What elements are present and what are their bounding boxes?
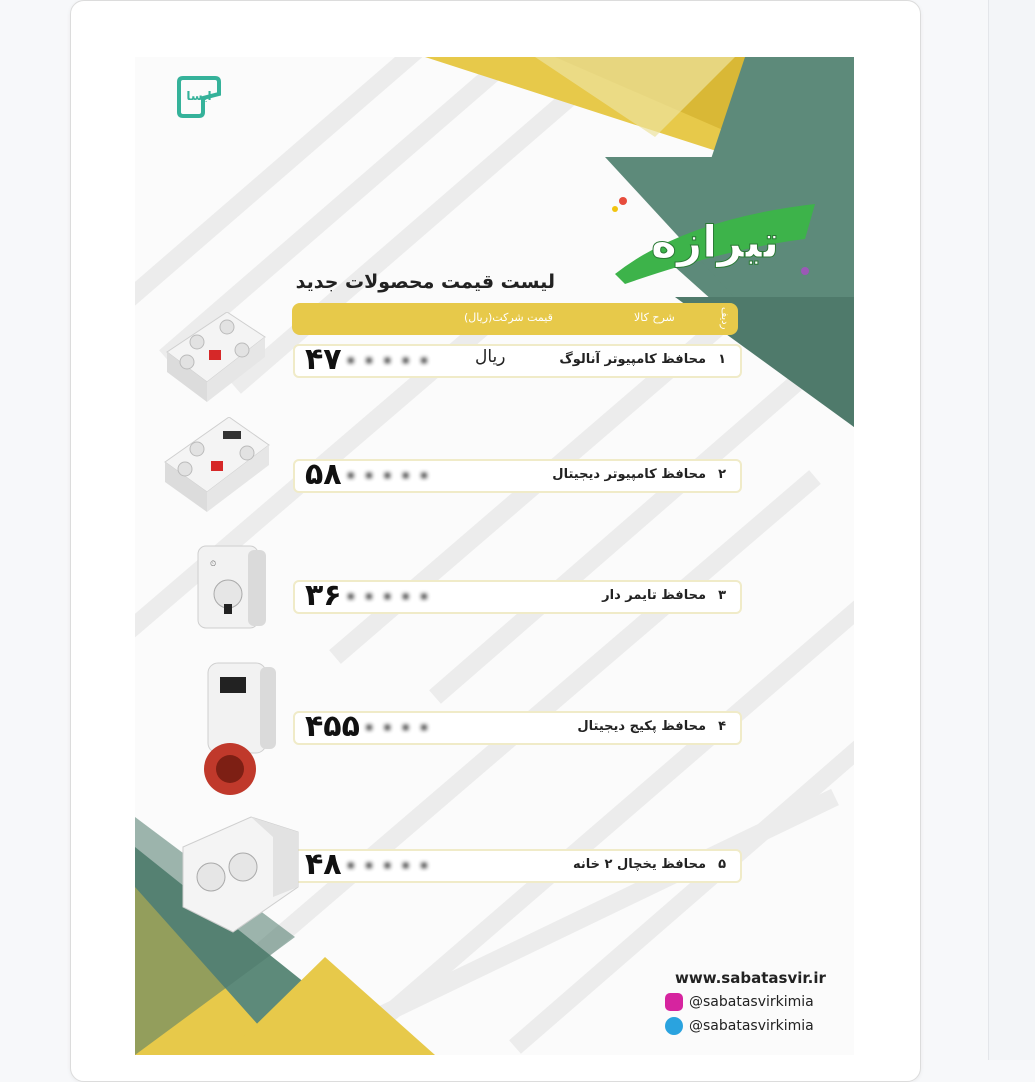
- product-price: ۴۸۰۰۰۰۰: [305, 847, 434, 882]
- page-title: لیست قیمت محصولات جدید: [295, 271, 555, 293]
- row-column-header: ردیف: [719, 307, 730, 330]
- row-number: ۱: [718, 352, 726, 367]
- brand-logo: [605, 179, 825, 289]
- table-row[interactable]: [293, 580, 742, 614]
- table-row[interactable]: [293, 711, 742, 745]
- digital-protector-image: [157, 417, 272, 522]
- telegram-icon: [665, 1017, 683, 1035]
- product-price: ۴۷۰۰۰۰۰: [305, 342, 434, 377]
- table-row[interactable]: [293, 344, 742, 378]
- standard-logo-icon: [175, 72, 223, 120]
- right-scroll-strip: [988, 0, 1035, 1060]
- price-list-poster[interactable]: [135, 57, 854, 1055]
- timer-protector-image: [190, 542, 270, 637]
- package-protector-image: [200, 657, 280, 802]
- svg-text:⏲: ⏲: [210, 559, 217, 568]
- brand-name: تیرازه: [650, 217, 780, 268]
- logo-text: ایسا: [186, 89, 212, 103]
- row-number: ۲: [718, 467, 726, 482]
- table-row[interactable]: [293, 459, 742, 493]
- row-number: ۵: [718, 857, 726, 872]
- row-number: ۳: [718, 588, 726, 603]
- product-price: ۴۵۵۰۰۰۰: [305, 709, 434, 744]
- product-name: محافظ کامپیوتر دیجیتال: [552, 467, 706, 482]
- instagram-handle[interactable]: [665, 993, 814, 1011]
- product-price: ۳۶۰۰۰۰۰: [305, 578, 434, 613]
- fridge-protector-image: [173, 807, 303, 937]
- description-column-header: شرح کالا: [634, 311, 675, 324]
- price-unit: ریال: [475, 347, 506, 367]
- price-column-header: قیمت شرکت(ریال): [464, 311, 553, 324]
- instagram-text: @sabatasvirkimia: [689, 994, 814, 1010]
- table-header: [292, 303, 738, 335]
- product-price: ۵۸۰۰۰۰۰: [305, 457, 434, 492]
- product-name: محافظ پکیج دیجیتال: [577, 719, 706, 734]
- telegram-text: @sabatasvirkimia: [689, 1018, 814, 1034]
- analog-protector-image: [157, 312, 267, 412]
- instagram-icon: [665, 993, 683, 1011]
- table-row[interactable]: [293, 849, 742, 883]
- telegram-handle[interactable]: [665, 1017, 814, 1035]
- product-name: محافظ کامپیوتر آنالوگ: [559, 352, 706, 367]
- product-name: محافظ یخچال ۲ خانه: [572, 857, 706, 872]
- row-number: ۴: [718, 719, 726, 734]
- product-name: محافظ تایمر دار: [602, 588, 706, 603]
- website-link[interactable]: www.sabatasvir.ir: [675, 969, 826, 987]
